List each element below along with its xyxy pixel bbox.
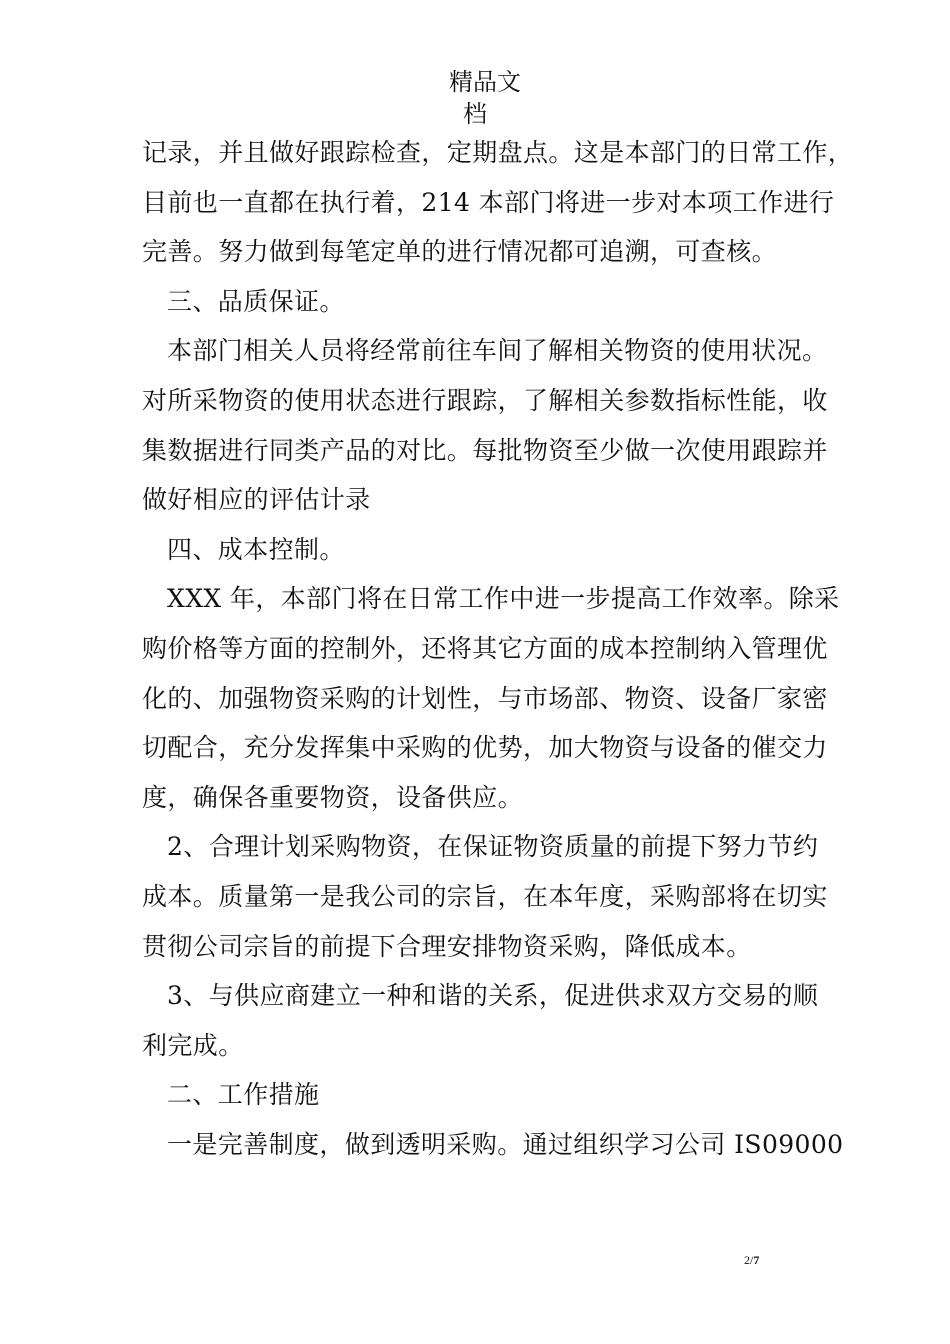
paragraph-line: 一是完善制度，做到透明采购。通过组织学习公司 IS09000	[167, 1129, 844, 1159]
header-title-line-1: 精品文	[449, 68, 521, 96]
paragraph-line: 记录，并且做好跟踪检查，定期盘点。这是本部门的日常工作，	[142, 138, 854, 167]
paragraph-line: 成本。质量第一是我公司的宗旨，在本年度，采购部将在切实	[142, 881, 828, 911]
paragraph-line: 集数据进行同类产品的对比。每批物资至少做一次使用跟踪并	[142, 435, 828, 465]
paragraph-line: 2、合理计划采购物资，在保证物资质量的前提下努力节约	[167, 832, 819, 862]
paragraph-line: 目前也一直都在执行着，214 本部门将进一步对本项工作进行	[142, 187, 835, 217]
page-number-current: 2	[744, 1253, 750, 1267]
section-heading-quality: 三、品质保证。	[167, 286, 345, 316]
paragraph-line: 切配合，充分发挥集中采购的优势，加大物资与设备的催交力	[142, 733, 828, 763]
paragraph-line: 购价格等方面的控制外，还将其它方面的成本控制纳入管理优	[142, 633, 828, 663]
paragraph-line: 度，确保各重要物资，设备供应。	[142, 782, 524, 812]
paragraph-line: 对所采物资的使用状态进行跟踪，了解相关参数指标性能，收	[142, 385, 828, 415]
paragraph-line: 完善。努力做到每笔定单的进行情况都可追溯，可查核。	[142, 237, 778, 267]
page-number-total: 7	[753, 1253, 760, 1267]
paragraph-line: 本部门相关人员将经常前往车间了解相关物资的使用状况。	[167, 336, 828, 366]
page-number	[744, 1253, 759, 1267]
paragraph-line: 贯彻公司宗旨的前提下合理安排物资采购，降低成本。	[142, 931, 752, 961]
paragraph-line: 3、与供应商建立一种和谐的关系，促进供求双方交易的顺	[167, 981, 819, 1011]
section-heading-cost-control: 四、成本控制。	[167, 534, 345, 564]
page-number-separator: /	[750, 1253, 754, 1267]
section-heading-work-measures: 二、工作措施	[167, 1080, 320, 1110]
paragraph-line: 利完成。	[142, 1030, 244, 1060]
document-header	[0, 66, 950, 130]
paragraph-line: XXX 年，本部门将在日常工作中进一步提高工作效率。除采	[167, 584, 840, 614]
header-title-line-2: 档	[463, 100, 487, 128]
paragraph-line: 化的、加强物资采购的计划性，与市场部、物资、设备厂家密	[142, 683, 828, 713]
paragraph-line: 做好相应的评估计录	[142, 485, 371, 515]
document-body	[142, 128, 854, 1169]
